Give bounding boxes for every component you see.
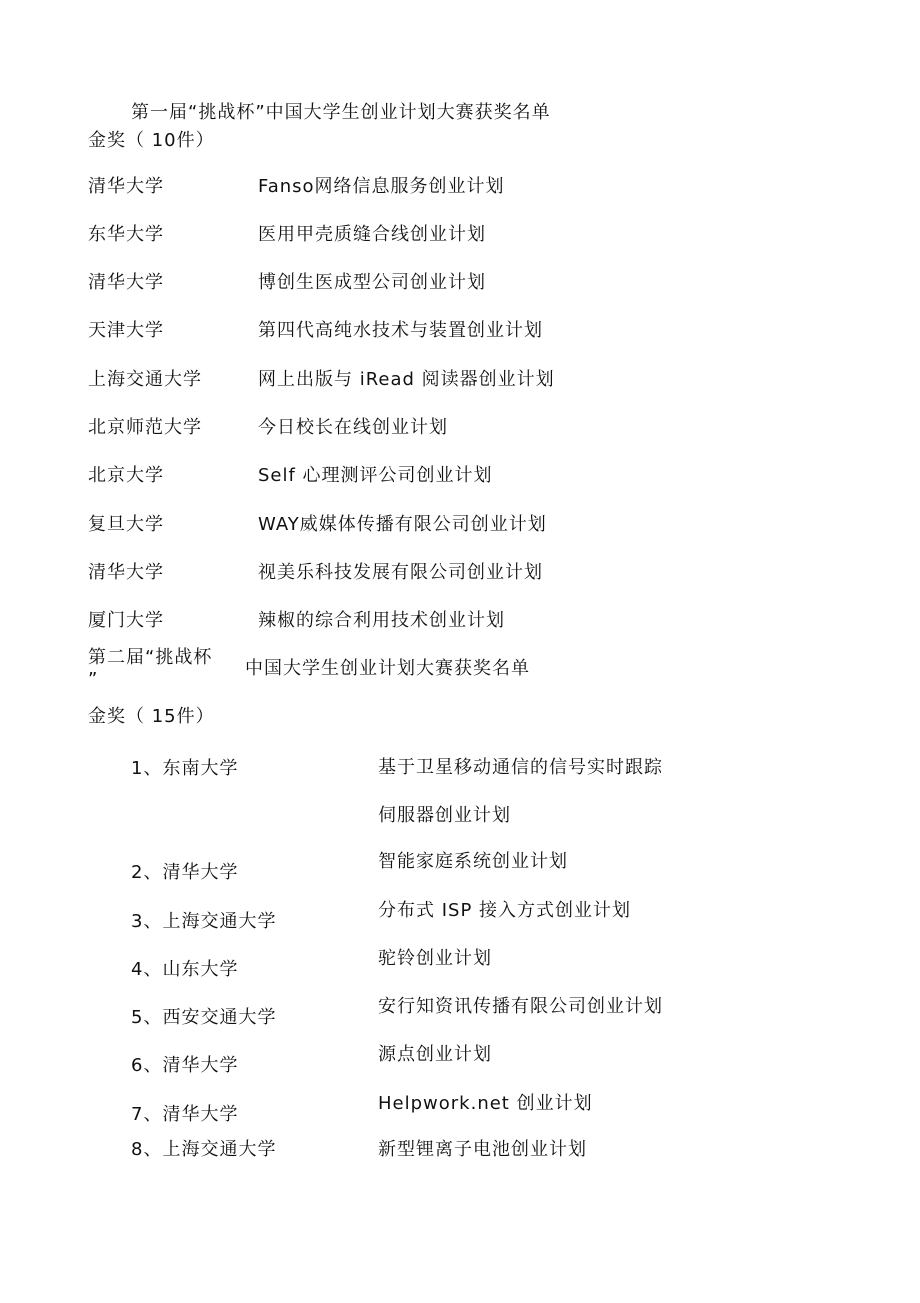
project-name: Fanso网络信息服务创业计划 (258, 176, 505, 197)
university-name: 复旦大学 (88, 514, 164, 535)
university-name: 4、山东大学 (131, 959, 239, 980)
project-name: Self 心理测评公司创业计划 (258, 465, 493, 486)
project-name: 智能家庭系统创业计划 (378, 851, 568, 872)
university-name: 北京师范大学 (88, 417, 202, 438)
section1-title: 第一届“挑战杯”中国大学生创业计划大赛获奖名单 (131, 102, 551, 123)
project-name: 分布式 ISP 接入方式创业计划 (378, 900, 632, 921)
university-name: 8、上海交通大学 (131, 1139, 277, 1160)
project-name: 视美乐科技发展有限公司创业计划 (258, 562, 543, 583)
university-name: 上海交通大学 (88, 369, 202, 390)
project-name: 第四代高纯水技术与装置创业计划 (258, 320, 543, 341)
university-name: 清华大学 (88, 562, 164, 583)
university-name: 天津大学 (88, 320, 164, 341)
project-name: Helpwork.net 创业计划 (378, 1093, 593, 1114)
project-name: 源点创业计划 (378, 1044, 492, 1065)
section2-title-quote: ” (88, 669, 99, 690)
project-name: 今日校长在线创业计划 (258, 417, 448, 438)
university-name: 清华大学 (88, 176, 164, 197)
project-name-continued: 伺服器创业计划 (378, 805, 511, 826)
university-name: 清华大学 (88, 272, 164, 293)
university-name: 1、东南大学 (131, 758, 239, 779)
project-name: 安行知资讯传播有限公司创业计划 (378, 996, 663, 1017)
project-name: 博创生医成型公司创业计划 (258, 272, 486, 293)
university-name: 北京大学 (88, 465, 164, 486)
project-name: 基于卫星移动通信的信号实时跟踪 (378, 757, 663, 778)
project-name: 网上出版与 iRead 阅读器创业计划 (258, 369, 555, 390)
university-name: 东华大学 (88, 224, 164, 245)
university-name: 6、清华大学 (131, 1055, 239, 1076)
project-name: 驼铃创业计划 (378, 948, 492, 969)
section2-award-heading: 金奖（ 15件） (88, 706, 215, 727)
section2-title-end: 中国大学生创业计划大赛获奖名单 (245, 658, 530, 679)
project-name: 医用甲壳质缝合线创业计划 (258, 224, 486, 245)
university-name: 5、西安交通大学 (131, 1007, 277, 1028)
project-name: 辣椒的综合利用技术创业计划 (258, 610, 505, 631)
project-name: WAY威媒体传播有限公司创业计划 (258, 514, 547, 535)
university-name: 3、上海交通大学 (131, 911, 277, 932)
project-name: 新型锂离子电池创业计划 (378, 1139, 587, 1160)
section2-title-start: 第二届“挑战杯 (88, 647, 213, 668)
university-name: 7、清华大学 (131, 1104, 239, 1125)
university-name: 厦门大学 (88, 610, 164, 631)
university-name: 2、清华大学 (131, 862, 239, 883)
section1-award-heading: 金奖（ 10件） (88, 130, 215, 151)
